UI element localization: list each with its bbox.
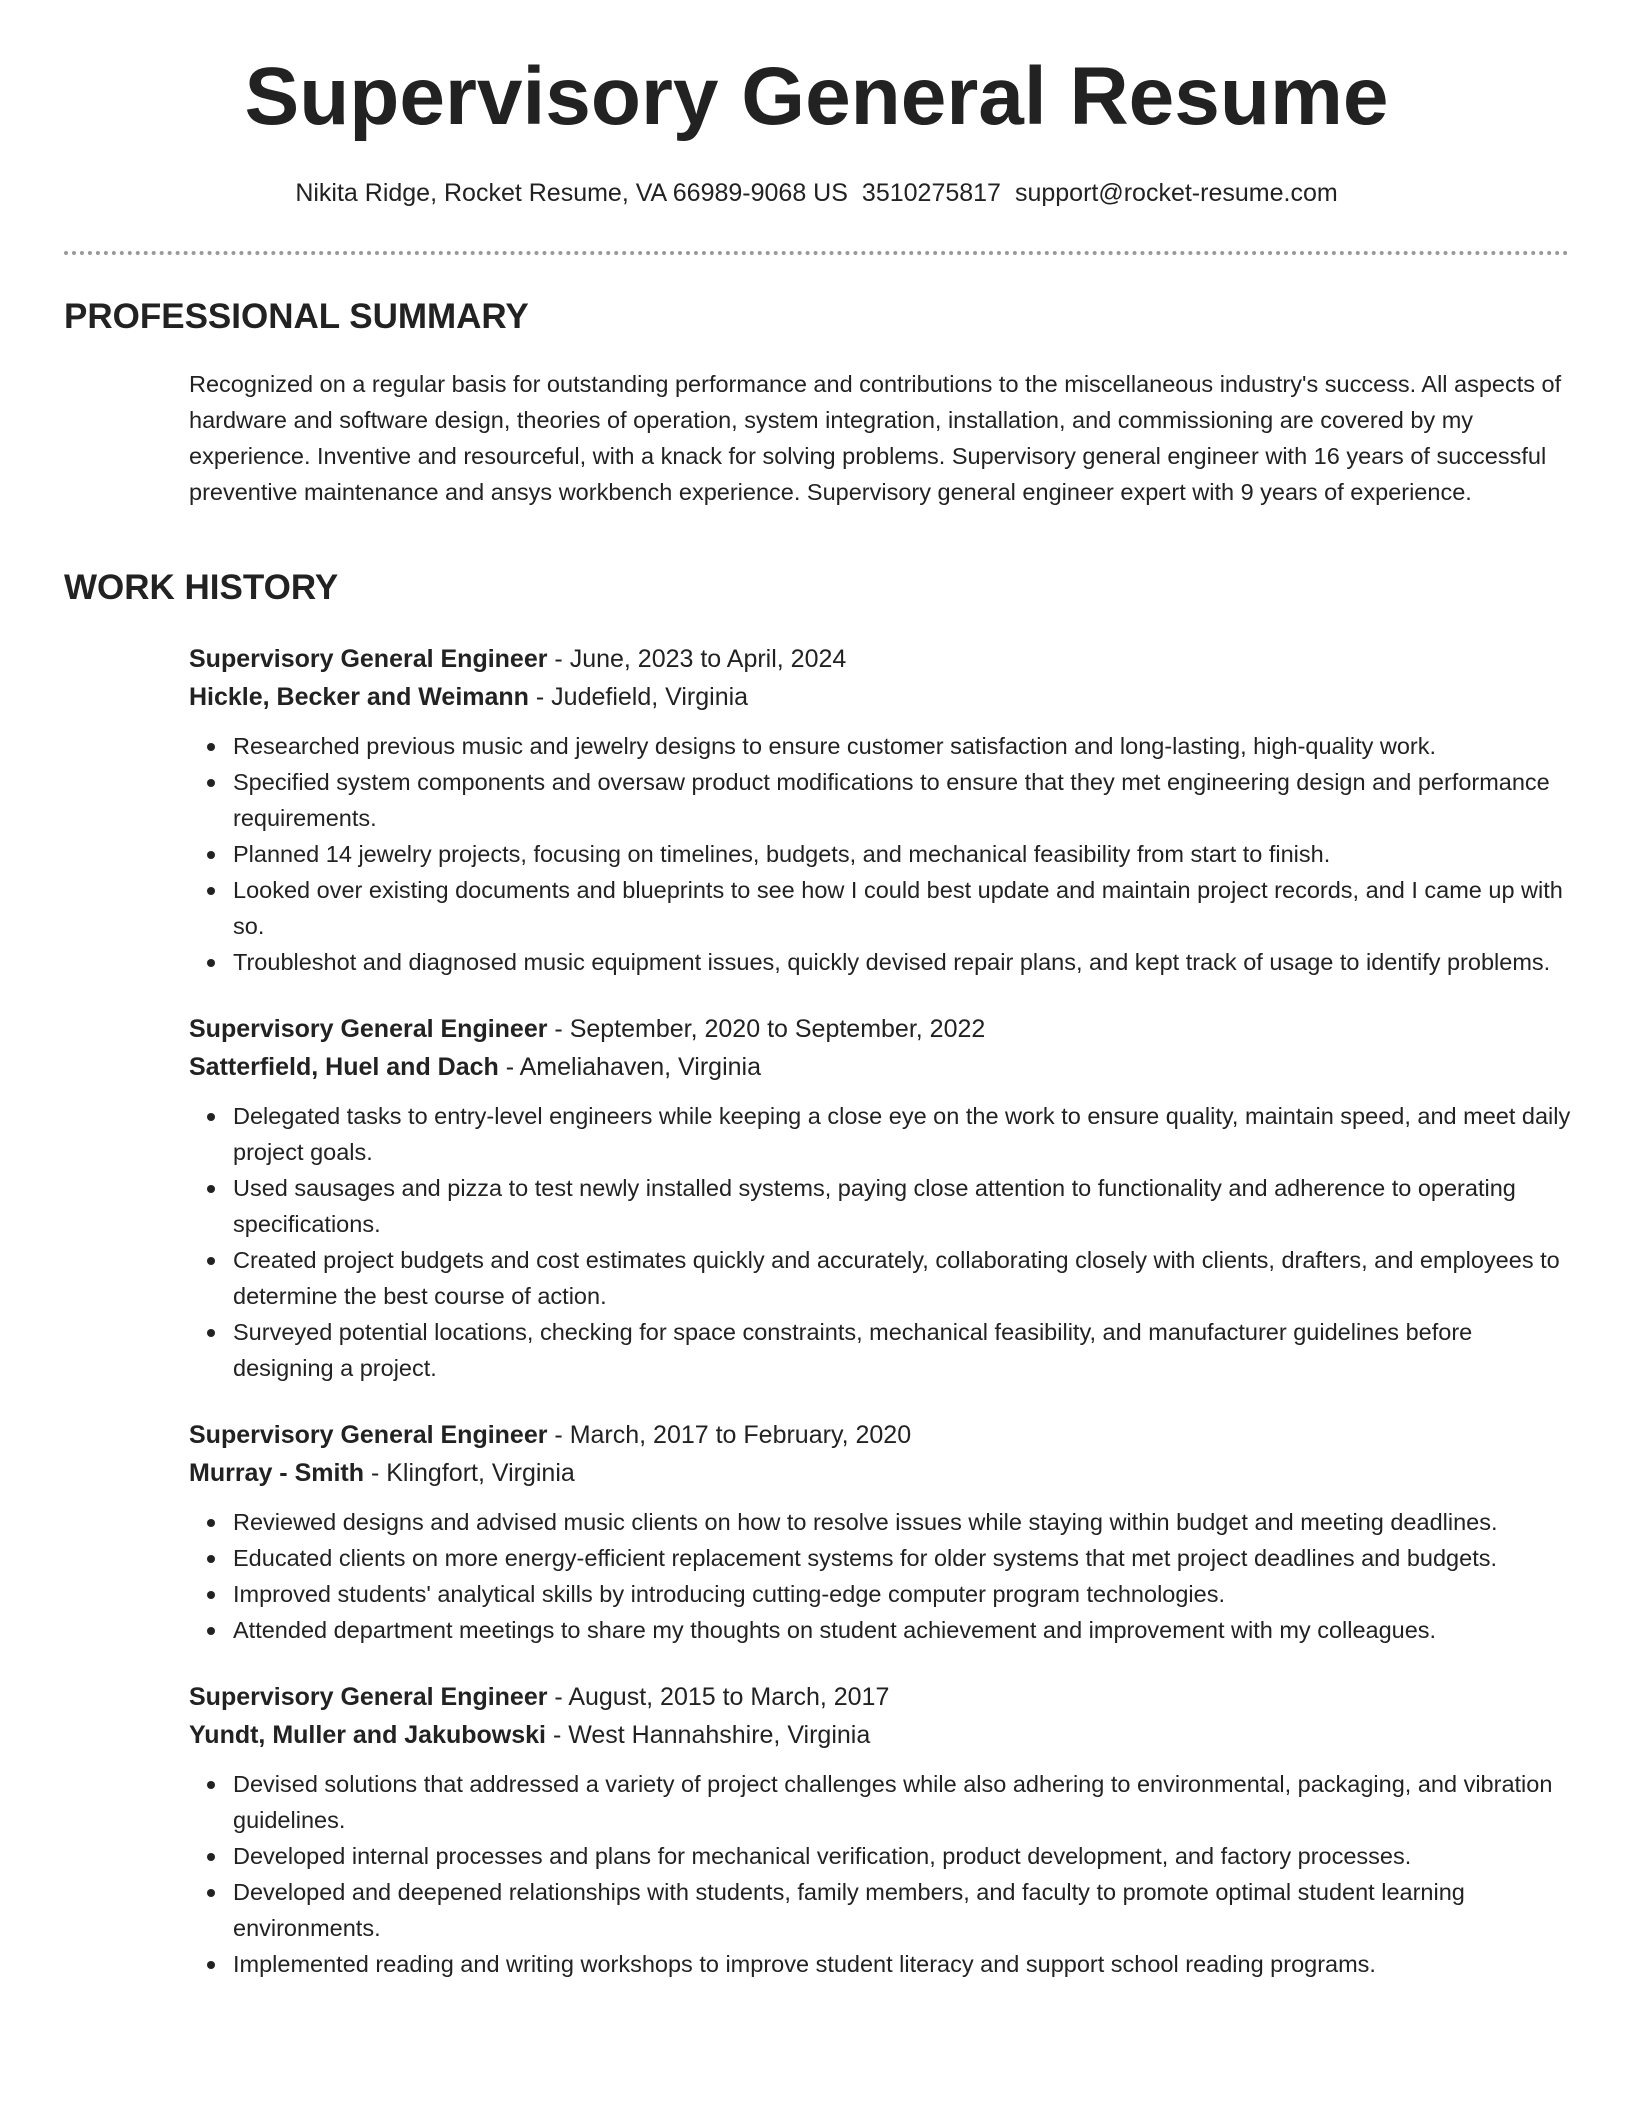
contact-phone: 3510275817	[861, 179, 1001, 208]
resume-title: Supervisory General Resume	[244, 51, 1389, 142]
job-entry	[189, 1010, 1574, 1386]
job-bullet: Planned 14 jewelry projects, focusing on timelines, budgets, and mechanical feasibility from start to finish.	[233, 836, 1574, 872]
job-dates: - June, 2023 to April, 2024	[547, 645, 847, 673]
job-bullet: Improved students' analytical skills by introducing cutting-edge computer program technologies.	[233, 1576, 1574, 1612]
job-dates: - March, 2017 to February, 2020	[547, 1421, 912, 1449]
job-bullet: Implemented reading and writing workshops to improve student literacy and support school reading programs.	[233, 1946, 1574, 1982]
job-location: - Klingfort, Virginia	[364, 1459, 575, 1487]
job-bullet: Educated clients on more energy-efficient replacement systems for older systems that met project deadlines and budgets.	[233, 1540, 1574, 1576]
job-entry	[189, 1416, 1574, 1648]
job-bullet: Delegated tasks to entry-level engineers while keeping a close eye on the work to ensure quality, maintain speed, and meet daily project goals.	[233, 1098, 1574, 1170]
job-bullets	[189, 1098, 1574, 1386]
job-company: Murray - Smith	[189, 1459, 365, 1487]
job-location: - Judefield, Virginia	[528, 683, 749, 711]
resume-header	[64, 52, 1569, 208]
job-location: - West Hannahshire, Virginia	[546, 1721, 871, 1749]
job-dates: - August, 2015 to March, 2017	[547, 1683, 890, 1711]
job-bullet: Developed internal processes and plans for mechanical verification, product development, and factory processes.	[233, 1838, 1574, 1874]
summary-text: Recognized on a regular basis for outstanding performance and contributions to the miscellaneous industry's success. All aspects of hardware and software design, theories of operation, system integration, installation, and commissioning are covered by my experience. Inventive and resourceful, with a knack for solving problems. Supervisory general engineer with 16 years of successful preventive maintenance and ansys workbench experience. Supervisory general engineer expert with 9 years of experience.	[189, 371, 1562, 505]
job-bullets	[189, 1766, 1574, 1982]
job-role: Supervisory General Engineer	[189, 1683, 548, 1711]
job-bullet: Looked over existing documents and blueprints to see how I could best update and maintain project records, and I came up with so.	[233, 872, 1574, 944]
job-entry	[189, 640, 1574, 980]
job-bullet: Surveyed potential locations, checking for space constraints, mechanical feasibility, and manufacturer guidelines before designing a project.	[233, 1314, 1574, 1386]
job-bullet: Specified system components and oversaw product modifications to ensure that they met engineering design and performance requirements.	[233, 764, 1574, 836]
job-location: - Ameliahaven, Virginia	[498, 1053, 761, 1081]
job-bullets	[189, 1504, 1574, 1648]
job-role-line	[189, 1010, 1574, 1048]
contact-line	[64, 178, 1569, 208]
job-company-line	[189, 678, 1574, 716]
job-bullet: Created project budgets and cost estimates quickly and accurately, collaborating closely with clients, drafters, and employees to determine the best course of action.	[233, 1242, 1574, 1314]
job-bullet: Researched previous music and jewelry designs to ensure customer satisfaction and long-lasting, high-quality work.	[233, 728, 1574, 764]
job-role-line	[189, 1416, 1574, 1454]
contact-address: Nikita Ridge, Rocket Resume, VA 66989-9068 US	[295, 179, 848, 208]
header-divider	[64, 251, 1569, 255]
job-company: Yundt, Muller and Jakubowski	[189, 1721, 547, 1749]
job-bullet: Reviewed designs and advised music clients on how to resolve issues while staying within budget and meeting deadlines.	[233, 1504, 1574, 1540]
job-bullet: Devised solutions that addressed a variety of project challenges while also adhering to environmental, packaging, and vibration guidelines.	[233, 1766, 1574, 1838]
job-dates: - September, 2020 to September, 2022	[547, 1015, 986, 1043]
job-company: Hickle, Becker and Weimann	[189, 683, 529, 711]
job-company-line	[189, 1454, 1574, 1492]
summary-heading: PROFESSIONAL SUMMARY	[64, 297, 529, 336]
job-company-line	[189, 1048, 1574, 1086]
job-company-line	[189, 1716, 1574, 1754]
job-role-line	[189, 640, 1574, 678]
job-bullet: Used sausages and pizza to test newly installed systems, paying close attention to functionality and adherence to operating specifications.	[233, 1170, 1574, 1242]
job-company: Satterfield, Huel and Dach	[189, 1053, 499, 1081]
job-role: Supervisory General Engineer	[189, 1421, 548, 1449]
job-role: Supervisory General Engineer	[189, 1015, 548, 1043]
job-role-line	[189, 1678, 1574, 1716]
work-history-list	[189, 640, 1574, 2012]
job-bullet: Developed and deepened relationships with students, family members, and faculty to promote optimal student learning environments.	[233, 1874, 1574, 1946]
job-bullets	[189, 728, 1574, 980]
job-bullet: Troubleshot and diagnosed music equipment issues, quickly devised repair plans, and kept track of usage to identify problems.	[233, 944, 1574, 980]
job-bullet: Attended department meetings to share my thoughts on student achievement and improvement with my colleagues.	[233, 1612, 1574, 1648]
job-entry	[189, 1678, 1574, 1982]
job-role: Supervisory General Engineer	[189, 645, 548, 673]
work-history-heading: WORK HISTORY	[64, 568, 339, 607]
contact-email: support@rocket-resume.com	[1014, 179, 1338, 208]
